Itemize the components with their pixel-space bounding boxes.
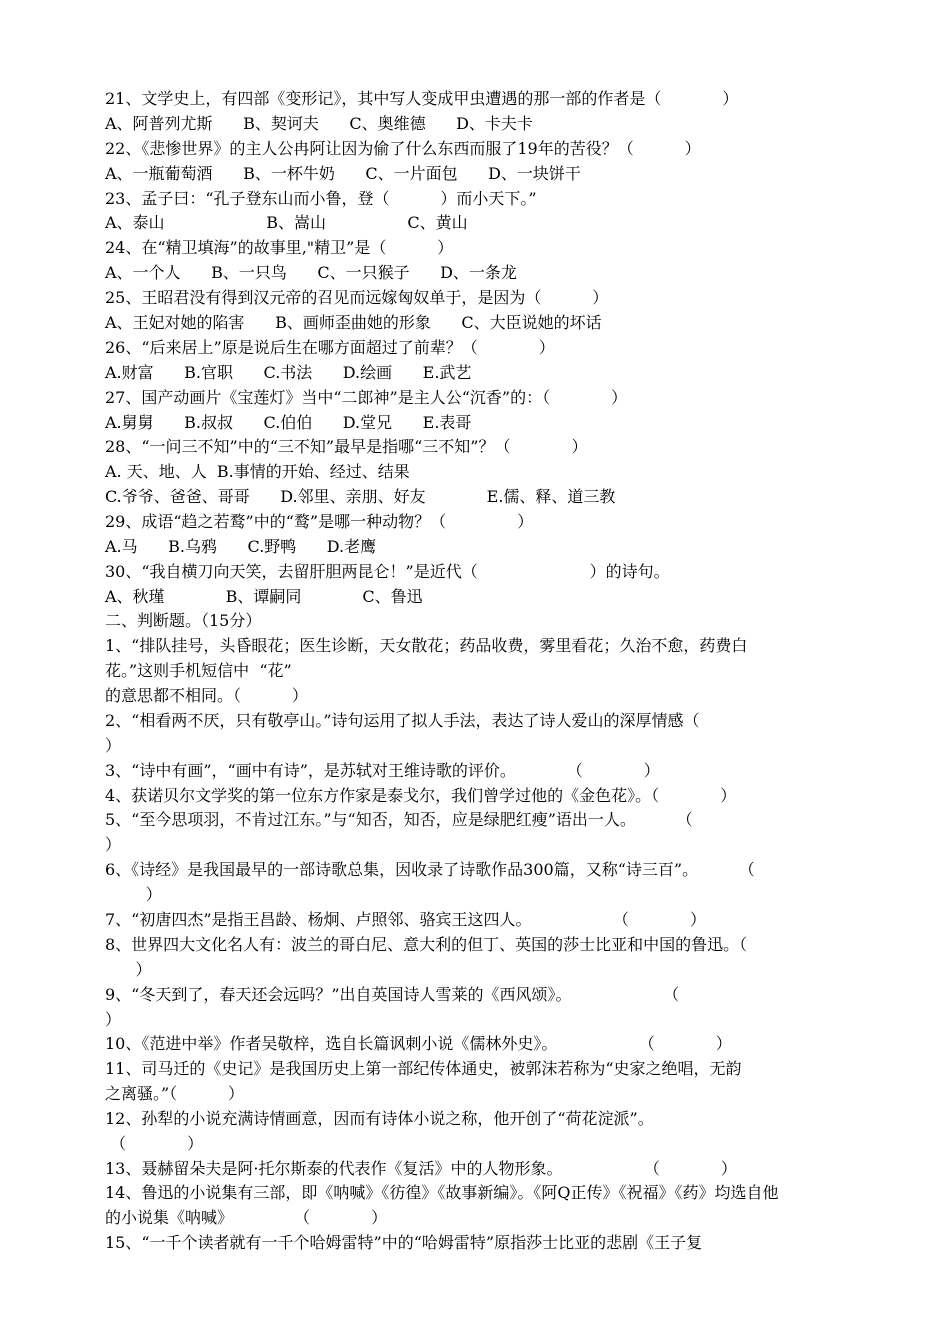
text-line: ） xyxy=(105,736,122,755)
text-line: 花。”这则手机短信中 “花” xyxy=(105,661,292,680)
text-line: 10、《范进中举》作者吴敬梓，选自长篇讽刺小说《儒林外史》。 （ ） xyxy=(105,1034,732,1053)
text-line: 4、获诺贝尔文学奖的第一位东方作家是泰戈尔，我们曾学过他的《金色花》。（ ） xyxy=(105,786,737,805)
text-line: 12、孙犁的小说充满诗情画意，因而有诗体小说之称，他开创了“荷花淀派”。 xyxy=(105,1109,654,1128)
text-line: A.舅舅 B.叔叔 C.伯伯 D.堂兄 E.表哥 xyxy=(105,413,472,432)
text-line: 之离骚。”（ ） xyxy=(105,1084,245,1103)
text-line: 26、“后来居上”原是说后生在哪方面超过了前辈？（ ） xyxy=(105,338,555,357)
text-line: 24、在“精卫填海”的故事里,"精卫”是（ ） xyxy=(105,238,454,257)
text-line: A、阿普列尤斯 B、契诃夫 C、奥维德 D、卡夫卡 xyxy=(105,114,533,133)
text-line: ） xyxy=(105,835,122,854)
text-line: （ ） xyxy=(105,1134,204,1153)
text-line: A、一瓶葡萄酒 B、一杯牛奶 C、一片面包 D、一块饼干 xyxy=(105,164,581,183)
text-line: 25、王昭君没有得到汉元帝的召见而远嫁匈奴单于，是因为（ ） xyxy=(105,288,609,307)
text-line: 23、孟子曰：“孔子登东山而小鲁，登（ ）而小天下。” xyxy=(105,189,537,208)
text-line: A. 天、地、人 B.事情的开始、经过、结果 xyxy=(105,462,410,481)
text-line: C.爷爷、爸爸、哥哥 D.邻里、亲朋、好友 E.儒、释、道三教 xyxy=(105,487,616,506)
text-line: 28、“一问三不知”中的“三不知”最早是指哪“三不知”？（ ） xyxy=(105,437,588,456)
text-line: 21、文学史上，有四部《变形记》，其中写人变成甲虫遭遇的那一部的作者是（ ） xyxy=(105,89,739,108)
text-line: ） xyxy=(105,885,162,904)
text-line: 9、“冬天到了，春天还会远吗？”出自英国诗人雪莱的《西风颂》。 （ xyxy=(105,985,680,1004)
text-line: 29、成语“趋之若鹜”中的“鹜”是哪一种动物？（ ） xyxy=(105,512,534,531)
text-line: 30、“我自横刀向天笑，去留肝胆两昆仑！”是近代（ ）的诗句。 xyxy=(105,562,670,581)
text-line: 14、鲁迅的小说集有三部，即《呐喊》《彷徨》《故事新编》。《阿Q正传》《祝福》《药》均选自他 xyxy=(105,1183,779,1202)
text-line: A、王妃对她的陷害 B、画师歪曲她的形象 C、大臣说她的坏话 xyxy=(105,313,602,332)
text-line: 的小说集《呐喊》 （ ） xyxy=(105,1208,388,1227)
text-line: 13、聂赫留朵夫是阿·托尔斯泰的代表作《复活》中的人物形象。 （ ） xyxy=(105,1159,737,1178)
text-line: A、秋瑾 B、谭嗣同 C、鲁迅 xyxy=(105,587,423,606)
text-line: A、一个人 B、一只鸟 C、一只猴子 D、一条龙 xyxy=(105,263,517,282)
text-line: 22、《悲惨世界》的主人公冉阿让因为偷了什么东西而服了19年的苦役？（ ） xyxy=(105,139,701,158)
text-line: A.财富 B.官职 C.书法 D.绘画 E.武艺 xyxy=(105,363,472,382)
text-line: A.马 B.乌鸦 C.野鸭 D.老鹰 xyxy=(105,537,377,556)
text-line: ） xyxy=(105,1010,122,1029)
text-line: 27、国产动画片《宝莲灯》当中“二郎神”是主人公“沉香”的：（ ） xyxy=(105,388,628,407)
text-line: ） xyxy=(105,960,152,979)
text-line: 11、司马迁的《史记》是我国历史上第一部纪传体通史，被郭沫若称为“史家之绝唱，无韵 xyxy=(105,1059,742,1078)
text-line: A、泰山 B、嵩山 C、黄山 xyxy=(105,213,468,232)
text-line: 2、“相看两不厌，只有敬亭山。”诗句运用了拟人手法，表达了诗人爱山的深厚情感（ xyxy=(105,711,700,730)
text-line: 二、判断题。（15分） xyxy=(105,611,262,630)
text-line: 15、“一千个读者就有一千个哈姆雷特”中的“哈姆雷特”原指莎士比亚的悲剧《王子复 xyxy=(105,1233,703,1252)
text-line: 的意思都不相同。（ ） xyxy=(105,686,308,705)
text-line: 5、“至今思项羽，不肯过江东。”与“知否，知否，应是绿肥红瘦”语出一人。 （ xyxy=(105,810,693,829)
text-line: 6、《诗经》是我国最早的一部诗歌总集，因收录了诗歌作品300篇，又称“诗三百”。 （ xyxy=(105,860,755,879)
text-line: 8、世界四大文化名人有：波兰的哥白尼、意大利的但丁、英国的莎士比亚和中国的鲁迅。（ xyxy=(105,935,748,954)
text-line: 7、“初唐四杰”是指王昌龄、杨炯、卢照邻、骆宾王这四人。 （ ） xyxy=(105,910,706,929)
text-line: 1、“排队挂号，头昏眼花；医生诊断，天女散花；药品收费，雾里看花；久治不愈，药费白 xyxy=(105,636,748,655)
text-line: 3、“诗中有画”，“画中有诗”，是苏轼对王维诗歌的评价。 （ ） xyxy=(105,761,660,780)
